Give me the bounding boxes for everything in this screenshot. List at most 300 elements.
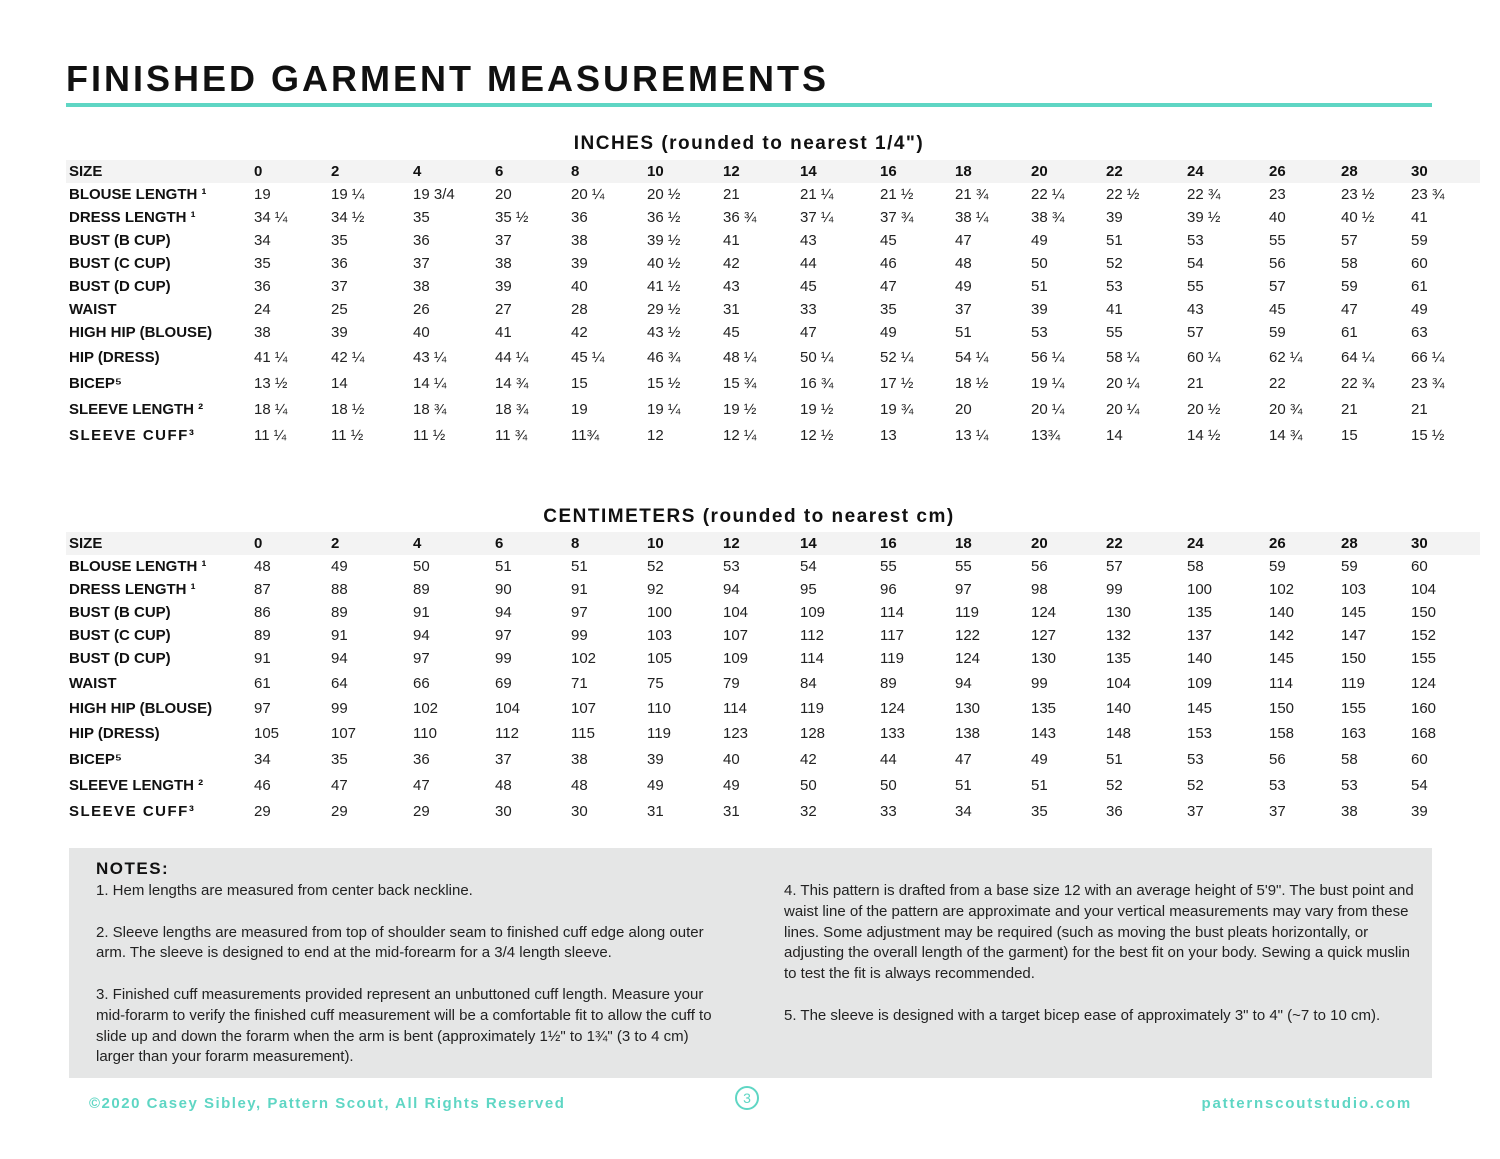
- measurement-cell: 119: [800, 700, 824, 717]
- table-row: [66, 696, 1480, 721]
- size-header-cell: 14: [800, 163, 817, 180]
- measurement-cell: 21: [1341, 400, 1358, 418]
- measurement-cell: 56: [1031, 558, 1048, 575]
- measurement-cell: 48: [495, 777, 512, 794]
- measurement-cell: 60: [1411, 255, 1428, 272]
- size-header-cell: 8: [571, 535, 580, 552]
- measurement-cell: 11 ½: [413, 427, 446, 444]
- measurement-cell: 39 ½: [647, 232, 681, 249]
- table-row: [66, 578, 1480, 601]
- measurement-cell: 19 ½: [800, 400, 834, 418]
- measurement-cell: 140: [1106, 700, 1132, 717]
- measurement-cell: 27: [495, 301, 512, 318]
- measurement-cell: 40 ½: [647, 255, 681, 272]
- measurement-cell: 168: [1411, 725, 1437, 742]
- measurement-cell: 99: [1106, 581, 1123, 598]
- size-header-cell: 24: [1187, 535, 1204, 552]
- measurement-cell: 14 ¾: [1269, 427, 1303, 444]
- measurement-cell: 102: [1269, 581, 1295, 598]
- measurement-cell: 41: [723, 232, 740, 249]
- measurement-cell: 40: [1269, 209, 1286, 226]
- measurement-cell: 15: [1341, 427, 1358, 444]
- row-label: SLEEVE LENGTH ²: [69, 777, 204, 794]
- size-header-cell: 20: [1031, 535, 1048, 552]
- measurement-cell: 37: [331, 278, 348, 295]
- measurement-cell: 52: [1106, 255, 1123, 272]
- table-row: [66, 422, 1480, 449]
- measurement-cell: 114: [723, 700, 747, 717]
- measurement-cell: 35: [331, 751, 348, 768]
- measurement-cell: 44: [880, 751, 897, 768]
- measurement-cell: 110: [413, 725, 437, 742]
- measurement-cell: 88: [331, 581, 348, 598]
- measurement-cell: 97: [955, 581, 972, 598]
- measurement-cell: 47: [880, 278, 897, 295]
- row-label: BICEP⁵: [69, 375, 122, 392]
- size-header-cell: 26: [1269, 535, 1286, 552]
- measurement-cell: 119: [647, 725, 671, 742]
- measurement-cell: 35 ½: [495, 209, 529, 226]
- measurement-cell: 11 ¾: [495, 427, 528, 444]
- measurement-cell: 40 ½: [1341, 209, 1375, 226]
- measurement-cell: 49: [1031, 232, 1048, 249]
- measurement-cell: 99: [331, 700, 348, 717]
- measurement-cell: 86: [254, 604, 271, 621]
- measurement-cell: 63: [1411, 324, 1428, 341]
- measurement-cell: 104: [495, 700, 521, 717]
- measurement-cell: 124: [1411, 674, 1437, 692]
- measurement-cell: 53: [1269, 777, 1286, 794]
- measurement-cell: 145: [1341, 604, 1367, 621]
- measurement-cell: 45 ¼: [571, 349, 605, 366]
- measurement-cell: 37: [1269, 802, 1286, 820]
- measurement-cell: 19 3/4: [413, 186, 455, 203]
- measurement-cell: 57: [1187, 324, 1204, 341]
- table-row: [66, 298, 1480, 321]
- measurement-cell: 23 ¾: [1411, 375, 1445, 392]
- measurement-cell: 49: [723, 777, 740, 794]
- measurement-cell: 23 ½: [1341, 186, 1375, 203]
- measurement-cell: 31: [723, 301, 740, 318]
- measurement-cell: 66: [413, 674, 430, 692]
- measurement-cell: 45: [880, 232, 897, 249]
- measurement-cell: 46: [880, 255, 897, 272]
- size-header-cell: 22: [1106, 163, 1123, 180]
- table-row: [66, 252, 1480, 275]
- size-header-cell: 10: [647, 535, 664, 552]
- measurement-cell: 14: [331, 375, 348, 392]
- measurement-cell: 97: [254, 700, 271, 717]
- measurement-cell: 52: [1187, 777, 1204, 794]
- measurement-cell: 36: [571, 209, 588, 226]
- measurement-cell: 34: [254, 751, 271, 768]
- measurement-cell: 20 ¼: [1031, 400, 1065, 418]
- measurement-cell: 38: [571, 751, 588, 768]
- measurement-cell: 127: [1031, 627, 1057, 644]
- measurement-cell: 55: [1187, 278, 1204, 295]
- measurement-cell: 46 ¾: [647, 349, 681, 366]
- measurement-cell: 99: [571, 627, 588, 644]
- measurement-cell: 128: [800, 725, 826, 742]
- measurement-cell: 14 ½: [1187, 427, 1221, 444]
- measurement-cell: 89: [254, 627, 271, 644]
- measurement-cell: 18 ¼: [254, 400, 288, 418]
- measurement-cell: 39: [331, 324, 348, 341]
- table-row: [66, 670, 1480, 696]
- measurement-cell: 51: [1031, 777, 1048, 794]
- measurement-cell: 53: [723, 558, 740, 575]
- row-label: SLEEVE CUFF³: [69, 802, 196, 820]
- row-label: HIGH HIP (BLOUSE): [69, 700, 213, 717]
- measurement-cell: 22 ½: [1106, 186, 1140, 203]
- measurement-cell: 44 ¼: [495, 349, 529, 366]
- row-label: BUST (D CUP): [69, 650, 171, 667]
- measurement-cell: 124: [955, 650, 981, 667]
- measurement-cell: 16 ¾: [800, 375, 834, 392]
- table-row: [66, 773, 1480, 798]
- measurement-cell: 96: [880, 581, 897, 598]
- measurement-cell: 11 ¼: [254, 427, 287, 444]
- table-row: [66, 229, 1480, 252]
- measurement-cell: 103: [1341, 581, 1367, 598]
- measurement-cell: 39: [1411, 802, 1428, 820]
- measurement-cell: 51: [495, 558, 512, 575]
- table-row: [66, 647, 1480, 670]
- measurement-cell: 15 ½: [647, 375, 681, 392]
- measurement-cell: 122: [955, 627, 981, 644]
- measurement-cell: 61: [1411, 278, 1428, 295]
- measurement-cell: 39: [1031, 301, 1048, 318]
- measurement-cell: 44: [800, 255, 817, 272]
- measurement-cell: 37 ¾: [880, 209, 914, 226]
- measurement-cell: 135: [1031, 700, 1057, 717]
- measurement-cell: 98: [1031, 581, 1048, 598]
- measurement-cell: 140: [1187, 650, 1213, 667]
- table-row: [66, 206, 1480, 229]
- measurement-cell: 49: [955, 278, 972, 295]
- measurement-cell: 20 ½: [1187, 400, 1221, 418]
- size-header-cell: 10: [647, 163, 664, 180]
- measurement-cell: 49: [1411, 301, 1428, 318]
- measurement-cell: 34: [955, 802, 972, 820]
- measurement-cell: 58: [1341, 751, 1358, 768]
- measurement-cell: 42 ¼: [331, 349, 365, 366]
- measurement-cell: 47: [413, 777, 430, 794]
- notes-right-column: [784, 881, 1414, 1047]
- measurement-cell: 102: [571, 650, 597, 667]
- measurement-cell: 53: [1187, 232, 1204, 249]
- measurement-cell: 35: [880, 301, 897, 318]
- measurement-cell: 54: [800, 558, 817, 575]
- measurement-cell: 47: [331, 777, 348, 794]
- measurement-cell: 59: [1269, 324, 1286, 341]
- measurement-cell: 97: [571, 604, 588, 621]
- measurement-cell: 47: [1341, 301, 1358, 318]
- measurement-cell: 20 ½: [647, 186, 681, 203]
- measurement-cell: 22 ¼: [1031, 186, 1065, 203]
- inches-header-row: [66, 160, 1480, 183]
- measurement-cell: 12 ½: [800, 427, 834, 444]
- measurement-cell: 35: [413, 209, 430, 226]
- measurement-cell: 36: [413, 751, 430, 768]
- measurement-cell: 109: [1187, 674, 1213, 692]
- measurement-cell: 39: [571, 255, 588, 272]
- measurement-cell: 75: [647, 674, 664, 692]
- measurement-cell: 45: [800, 278, 817, 295]
- measurement-cell: 37: [1187, 802, 1204, 820]
- measurement-cell: 61: [1341, 324, 1358, 341]
- measurement-cell: 38: [413, 278, 430, 295]
- measurement-cell: 39 ½: [1187, 209, 1221, 226]
- measurement-cell: 57: [1269, 278, 1286, 295]
- measurement-cell: 33: [880, 802, 897, 820]
- measurement-cell: 140: [1269, 604, 1295, 621]
- size-header-cell: 30: [1411, 163, 1428, 180]
- measurement-cell: 105: [254, 725, 280, 742]
- measurement-cell: 132: [1106, 627, 1132, 644]
- measurement-cell: 109: [800, 604, 826, 621]
- table-row: [66, 721, 1480, 746]
- measurement-cell: 133: [880, 725, 906, 742]
- measurement-cell: 97: [495, 627, 512, 644]
- measurement-cell: 33: [800, 301, 817, 318]
- row-label: BUST (C CUP): [69, 255, 171, 272]
- measurement-cell: 48: [254, 558, 271, 575]
- measurement-cell: 91: [571, 581, 588, 598]
- measurement-cell: 19 ¼: [1031, 375, 1065, 392]
- measurement-cell: 47: [800, 324, 817, 341]
- measurement-cell: 13: [880, 427, 897, 444]
- measurement-cell: 59: [1341, 558, 1358, 575]
- measurement-cell: 36: [413, 232, 430, 249]
- measurement-cell: 145: [1269, 650, 1295, 667]
- size-header-cell: 18: [955, 535, 972, 552]
- measurement-cell: 42: [571, 324, 588, 341]
- measurement-cell: 123: [723, 725, 749, 742]
- size-header-cell: 24: [1187, 163, 1204, 180]
- measurement-cell: 35: [331, 232, 348, 249]
- measurement-cell: 22: [1269, 375, 1286, 392]
- table-row: [66, 624, 1480, 647]
- row-label: BUST (C CUP): [69, 627, 171, 644]
- measurement-cell: 115: [571, 725, 595, 742]
- measurement-cell: 50: [1031, 255, 1048, 272]
- measurement-cell: 21 ¼: [800, 186, 834, 203]
- table-row: [66, 371, 1480, 396]
- measurement-cell: 91: [331, 627, 348, 644]
- measurement-cell: 29: [413, 802, 430, 820]
- measurement-cell: 19 ¼: [331, 186, 365, 203]
- measurement-cell: 45: [1269, 301, 1286, 318]
- measurement-cell: 13 ¼: [955, 427, 989, 444]
- measurement-cell: 110: [647, 700, 671, 717]
- table-row: [66, 275, 1480, 298]
- page-number-badge: 3: [735, 1086, 759, 1110]
- measurement-cell: 21 ½: [880, 186, 914, 203]
- measurement-cell: 55: [880, 558, 897, 575]
- measurement-cell: 99: [495, 650, 512, 667]
- measurement-cell: 107: [723, 627, 749, 644]
- measurement-cell: 20: [495, 186, 512, 203]
- measurement-cell: 43 ¼: [413, 349, 447, 366]
- measurement-cell: 59: [1269, 558, 1286, 575]
- measurement-cell: 89: [413, 581, 430, 598]
- measurement-cell: 37: [495, 232, 512, 249]
- measurement-cell: 50: [800, 777, 817, 794]
- note-4: 4. This pattern is drafted from a base size 12 with an average height of 5'9". The bust point and waist line of the pattern are approximate and your vertical measurements may vary from these lines. Some adjustment may be required (such as moving the bust pleats horizontally, or adjusting the overall length of the garment) for the best fit on your body. Sewing a quick muslin to test the fit is always recommended.: [784, 882, 1414, 983]
- size-header-label: SIZE: [69, 535, 103, 552]
- size-header-cell: 6: [495, 535, 504, 552]
- measurement-cell: 56: [1269, 751, 1286, 768]
- measurement-cell: 49: [647, 777, 664, 794]
- measurement-cell: 53: [1106, 278, 1123, 295]
- measurement-cell: 36 ½: [647, 209, 681, 226]
- measurement-cell: 14 ¾: [495, 375, 529, 392]
- measurement-cell: 31: [723, 802, 740, 820]
- measurement-cell: 35: [254, 255, 271, 272]
- row-label: SLEEVE LENGTH ²: [69, 400, 204, 418]
- measurement-cell: 36: [254, 278, 271, 295]
- measurement-cell: 34: [254, 232, 271, 249]
- measurement-cell: 60: [1411, 751, 1428, 768]
- measurement-cell: 150: [1411, 604, 1437, 621]
- measurement-cell: 45: [723, 324, 740, 341]
- size-header-cell: 4: [413, 535, 422, 552]
- measurement-cell: 155: [1341, 700, 1367, 717]
- measurement-cell: 11 ½: [331, 427, 364, 444]
- size-header-cell: 16: [880, 163, 897, 180]
- table-row: [66, 344, 1480, 371]
- size-header-cell: 2: [331, 163, 340, 180]
- measurement-cell: 37: [413, 255, 430, 272]
- measurement-cell: 46: [254, 777, 271, 794]
- measurement-cell: 103: [647, 627, 673, 644]
- measurement-cell: 52: [1106, 777, 1123, 794]
- measurement-cell: 130: [1031, 650, 1057, 667]
- table-row: [66, 321, 1480, 344]
- size-header-cell: 18: [955, 163, 972, 180]
- measurement-cell: 119: [880, 650, 904, 667]
- measurement-cell: 15: [571, 375, 588, 392]
- measurement-cell: 155: [1411, 650, 1437, 667]
- table-row: [66, 555, 1480, 578]
- measurement-cell: 49: [331, 558, 348, 575]
- note-3: 3. Finished cuff measurements provided represent an unbuttoned cuff length. Measure your mid-forarm to verify the finished cuff measurement will be a comfortable fit to allow the cuff to slide up and down the forarm when the arm is bent (approximately 1½" to 1¾" (3 to 4 cm) larger than your forarm measurement).: [96, 985, 712, 1066]
- measurement-cell: 38: [571, 232, 588, 249]
- measurement-cell: 49: [1031, 751, 1048, 768]
- measurement-cell: 51: [1106, 751, 1123, 768]
- measurement-cell: 43 ½: [647, 324, 681, 341]
- measurement-cell: 104: [723, 604, 749, 621]
- note-5: 5. The sleeve is designed with a target bicep ease of approximately 3" to 4" (~7 to 10 cm).: [784, 1006, 1381, 1024]
- measurement-cell: 50: [880, 777, 897, 794]
- measurement-cell: 41: [1106, 301, 1123, 318]
- row-label: HIGH HIP (BLOUSE): [69, 324, 213, 341]
- measurement-cell: 20: [955, 400, 972, 418]
- measurement-cell: 40: [571, 278, 588, 295]
- measurement-cell: 12: [647, 427, 664, 444]
- size-header-cell: 28: [1341, 163, 1358, 180]
- measurement-cell: 28: [571, 301, 588, 318]
- measurement-cell: 29 ½: [647, 301, 681, 318]
- measurement-cell: 40: [413, 324, 430, 341]
- measurement-cell: 47: [955, 751, 972, 768]
- measurement-cell: 41: [1411, 209, 1428, 226]
- measurement-cell: 42: [723, 255, 740, 272]
- measurement-cell: 79: [723, 674, 740, 692]
- size-header-cell: 0: [254, 163, 263, 180]
- measurement-cell: 104: [1411, 581, 1437, 598]
- measurement-cell: 89: [331, 604, 348, 621]
- measurement-cell: 38: [1341, 802, 1358, 820]
- website-link[interactable]: patternscoutstudio.com: [1201, 1095, 1412, 1112]
- notes-left-column: [96, 881, 726, 1089]
- measurement-cell: 62 ¼: [1269, 349, 1303, 366]
- measurement-cell: 47: [955, 232, 972, 249]
- copyright-text: ©2020 Casey Sibley, Pattern Scout, All Rights Reserved: [89, 1095, 566, 1112]
- row-label: DRESS LENGTH ¹: [69, 209, 196, 226]
- measurement-cell: 97: [413, 650, 430, 667]
- measurement-cell: 42: [800, 751, 817, 768]
- centimeters-table: [66, 532, 1480, 824]
- measurement-cell: 22 ¾: [1187, 186, 1221, 203]
- measurement-cell: 124: [1031, 604, 1057, 621]
- measurement-cell: 21: [1411, 400, 1428, 418]
- measurement-cell: 38: [254, 324, 271, 341]
- measurement-cell: 51: [955, 324, 972, 341]
- measurement-cell: 119: [955, 604, 979, 621]
- size-header-cell: 8: [571, 163, 580, 180]
- measurement-cell: 24: [254, 301, 271, 318]
- measurement-cell: 26: [413, 301, 430, 318]
- measurement-cell: 92: [647, 581, 664, 598]
- measurement-cell: 11¾: [571, 427, 600, 444]
- measurement-cell: 38 ¼: [955, 209, 989, 226]
- measurement-cell: 39: [495, 278, 512, 295]
- measurement-cell: 43: [800, 232, 817, 249]
- row-label: BUST (B CUP): [69, 232, 171, 249]
- measurement-cell: 142: [1269, 627, 1295, 644]
- measurement-cell: 114: [1269, 674, 1293, 692]
- measurement-cell: 71: [571, 674, 588, 692]
- measurement-cell: 51: [1031, 278, 1048, 295]
- measurement-cell: 20 ¼: [571, 186, 605, 203]
- measurement-cell: 29: [254, 802, 271, 820]
- measurement-cell: 109: [723, 650, 749, 667]
- measurement-cell: 94: [413, 627, 430, 644]
- measurement-cell: 153: [1187, 725, 1213, 742]
- measurement-cell: 48: [571, 777, 588, 794]
- measurement-cell: 135: [1187, 604, 1213, 621]
- measurement-cell: 19: [571, 400, 588, 418]
- size-header-cell: 4: [413, 163, 422, 180]
- measurement-cell: 19: [254, 186, 271, 203]
- measurement-cell: 60: [1411, 558, 1428, 575]
- measurement-cell: 56: [1269, 255, 1286, 272]
- size-header-cell: 12: [723, 535, 740, 552]
- row-label: BUST (B CUP): [69, 604, 171, 621]
- measurement-cell: 152: [1411, 627, 1437, 644]
- measurement-cell: 147: [1341, 627, 1367, 644]
- row-label: BUST (D CUP): [69, 278, 171, 295]
- measurement-cell: 25: [331, 301, 348, 318]
- size-header-cell: 14: [800, 535, 817, 552]
- measurement-cell: 40: [723, 751, 740, 768]
- measurement-cell: 60 ¼: [1187, 349, 1221, 366]
- measurement-cell: 55: [1106, 324, 1123, 341]
- measurement-cell: 124: [880, 700, 906, 717]
- notes-panel: [69, 848, 1432, 1078]
